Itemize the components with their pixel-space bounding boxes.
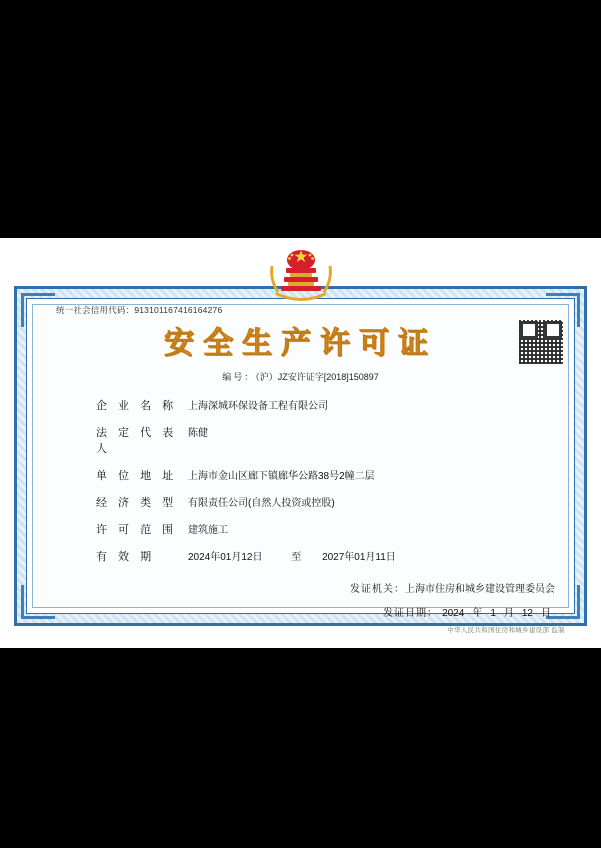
month-unit: 月 [503,608,514,619]
field-label: 许 可 范 围 [96,524,178,536]
issuer-block [34,580,567,619]
issuing-authority-label: 发证机关： [350,584,405,595]
field-value: 上海市金山区廊下镇廊华公路38号2幢二层 [188,471,375,482]
day-unit: 日 [541,608,551,619]
certificate-content [34,304,567,619]
field-row-legal-representative [96,424,557,456]
field-row-economic-type [96,494,557,510]
validity-start: 2024年01月12日 [188,552,263,563]
field-row-address [96,467,557,483]
year-unit: 年 [472,608,483,619]
field-value: 有限责任公司(自然人投资或控股) [188,498,335,509]
field-value: 陈健 [188,428,208,439]
issuing-authority-value: 上海市住房和城乡建设管理委员会 [405,584,555,595]
document-title: 安全生产许可证 [164,326,437,361]
qr-code-icon[interactable] [519,320,563,364]
credit-code-value: 913101167416164276 [134,305,223,315]
document-footnote: 中华人民共和国住房和城乡建设部 监制 [447,627,565,634]
validity-end: 2027年01月11日 [322,552,396,563]
field-label: 有 效 期 [96,551,156,563]
field-label: 企 业 名 称 [96,400,178,412]
field-list [34,397,567,564]
validity-separator: 至 [291,552,302,563]
certificate-document [0,238,601,648]
field-row-validity [96,548,557,564]
serial-line [34,370,567,383]
issue-date-year: 2024 [442,608,465,619]
field-label: 法 定 代 表 人 [96,427,178,455]
issue-date-month: 1 [490,608,496,619]
issuing-authority-line [34,580,555,595]
issue-date-line [34,604,555,619]
serial-value: （沪）JZ安许证字[2018]150897 [255,372,379,382]
serial-label: 编号： [222,372,256,382]
field-value [188,548,557,563]
issue-date-day: 12 [521,608,533,619]
field-value: 建筑施工 [188,525,228,536]
credit-code-label: 统一社会信用代码： [56,305,135,315]
field-row-company-name [96,397,557,413]
issue-date-label: 发证日期： [383,608,439,619]
field-value: 上海深城环保设备工程有限公司 [188,401,328,412]
field-row-permit-scope [96,521,557,537]
national-emblem-icon [268,246,334,306]
field-label: 经 济 类 型 [96,497,178,509]
field-label: 单 位 地 址 [96,470,178,482]
